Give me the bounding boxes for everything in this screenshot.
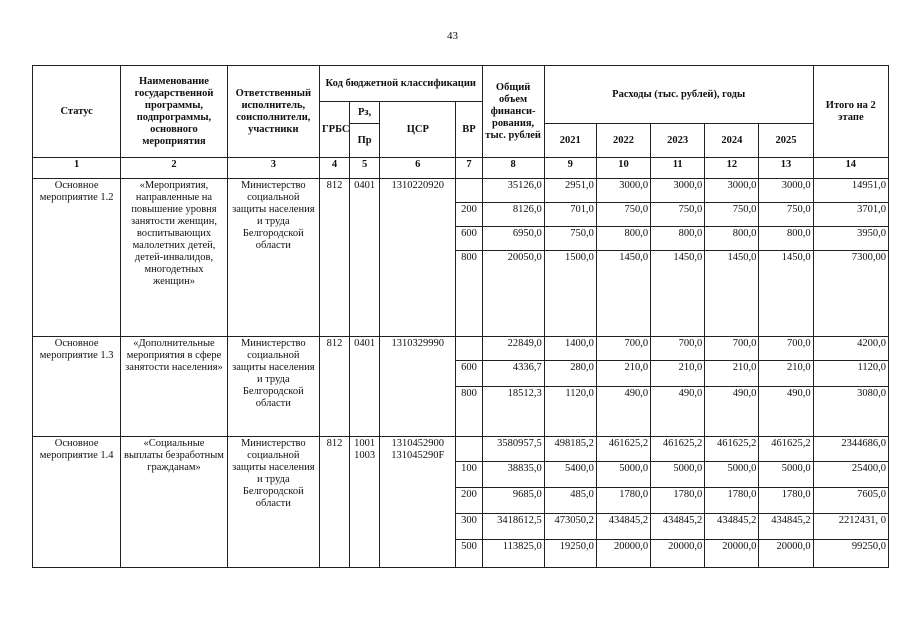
row-year-value: 3000,0 bbox=[651, 179, 705, 203]
row-executor: Министерство социальной защиты населения и труда Белгородской области bbox=[227, 337, 319, 437]
row-status: Основное мероприятие 1.4 bbox=[33, 437, 121, 568]
column-number: 9 bbox=[544, 158, 596, 179]
column-number: 11 bbox=[651, 158, 705, 179]
row-year-value: 490,0 bbox=[759, 387, 813, 437]
row-vr bbox=[456, 179, 482, 203]
row-year-value: 461625,2 bbox=[651, 437, 705, 462]
column-number-row bbox=[33, 158, 889, 179]
row-year-value: 461625,2 bbox=[705, 437, 759, 462]
column-number: 5 bbox=[350, 158, 380, 179]
row-year-value: 700,0 bbox=[596, 337, 650, 361]
row-vr: 600 bbox=[456, 227, 482, 251]
row-year-value: 1780,0 bbox=[759, 488, 813, 514]
row-total: 9685,0 bbox=[482, 488, 544, 514]
header-executor: Ответственный исполнитель, соисполнители, участники bbox=[227, 66, 319, 158]
row-year-value: 473050,2 bbox=[544, 514, 596, 540]
row-csr: 1310220920 bbox=[380, 179, 456, 337]
row-stage-total: 3701,0 bbox=[813, 203, 888, 227]
header-year-2023: 2023 bbox=[651, 124, 705, 158]
row-year-value: 434845,2 bbox=[759, 514, 813, 540]
row-year-value: 750,0 bbox=[544, 227, 596, 251]
row-vr: 100 bbox=[456, 462, 482, 488]
row-program-name: «Мероприятия, направленные на повышение уровня занятости женщин, воспитывающих малолетних детей, детей-инвалидов, многодетных женщин» bbox=[121, 179, 227, 337]
row-total: 113825,0 bbox=[482, 540, 544, 568]
row-year-value: 700,0 bbox=[705, 337, 759, 361]
row-year-value: 5000,0 bbox=[596, 462, 650, 488]
row-total: 35126,0 bbox=[482, 179, 544, 203]
header-budget-code: Код бюджетной классификации bbox=[319, 66, 482, 102]
header-year-2024: 2024 bbox=[705, 124, 759, 158]
row-year-value: 750,0 bbox=[596, 203, 650, 227]
row-stage-total: 2212431, 0 bbox=[813, 514, 888, 540]
column-number: 6 bbox=[380, 158, 456, 179]
row-year-value: 750,0 bbox=[651, 203, 705, 227]
row-stage-total: 2344686,0 bbox=[813, 437, 888, 462]
page-number: 43 bbox=[447, 30, 458, 42]
row-year-value: 800,0 bbox=[651, 227, 705, 251]
row-year-value: 19250,0 bbox=[544, 540, 596, 568]
row-total: 20050,0 bbox=[482, 251, 544, 337]
row-year-value: 498185,2 bbox=[544, 437, 596, 462]
row-total: 18512,3 bbox=[482, 387, 544, 437]
row-year-value: 5000,0 bbox=[705, 462, 759, 488]
row-stage-total: 14951,0 bbox=[813, 179, 888, 203]
row-stage-total: 3080,0 bbox=[813, 387, 888, 437]
column-number: 10 bbox=[596, 158, 650, 179]
row-year-value: 20000,0 bbox=[651, 540, 705, 568]
row-year-value: 800,0 bbox=[759, 227, 813, 251]
column-number: 3 bbox=[227, 158, 319, 179]
row-year-value: 1450,0 bbox=[705, 251, 759, 337]
row-executor: Министерство социальной защиты населения и труда Белгородской области bbox=[227, 179, 319, 337]
row-year-value: 5000,0 bbox=[651, 462, 705, 488]
row-stage-total: 4200,0 bbox=[813, 337, 888, 361]
column-number: 14 bbox=[813, 158, 888, 179]
header-stage-total: Итого на 2 этапе bbox=[813, 66, 888, 158]
header-status: Статус bbox=[33, 66, 121, 158]
row-year-value: 434845,2 bbox=[705, 514, 759, 540]
row-year-value: 1780,0 bbox=[705, 488, 759, 514]
row-vr: 200 bbox=[456, 488, 482, 514]
column-number: 13 bbox=[759, 158, 813, 179]
header-year-2022: 2022 bbox=[596, 124, 650, 158]
row-year-value: 700,0 bbox=[651, 337, 705, 361]
row-rzpr: 1001 1003 bbox=[350, 437, 380, 568]
row-year-value: 490,0 bbox=[596, 387, 650, 437]
row-csr: 1310452900 131045290F bbox=[380, 437, 456, 568]
row-year-value: 210,0 bbox=[651, 361, 705, 387]
row-total: 3418612,5 bbox=[482, 514, 544, 540]
row-year-value: 461625,2 bbox=[596, 437, 650, 462]
row-grbs: 812 bbox=[319, 179, 349, 337]
row-vr bbox=[456, 437, 482, 462]
row-total: 3580957,5 bbox=[482, 437, 544, 462]
column-number: 7 bbox=[456, 158, 482, 179]
row-year-value: 1780,0 bbox=[651, 488, 705, 514]
column-number: 2 bbox=[121, 158, 227, 179]
row-year-value: 490,0 bbox=[651, 387, 705, 437]
row-status: Основное мероприятие 1.2 bbox=[33, 179, 121, 337]
row-vr: 300 bbox=[456, 514, 482, 540]
row-vr: 600 bbox=[456, 361, 482, 387]
row-year-value: 2951,0 bbox=[544, 179, 596, 203]
row-year-value: 1500,0 bbox=[544, 251, 596, 337]
row-year-value: 3000,0 bbox=[705, 179, 759, 203]
row-year-value: 1450,0 bbox=[651, 251, 705, 337]
row-year-value: 20000,0 bbox=[596, 540, 650, 568]
row-stage-total: 25400,0 bbox=[813, 462, 888, 488]
row-stage-total: 7605,0 bbox=[813, 488, 888, 514]
row-year-value: 461625,2 bbox=[759, 437, 813, 462]
row-rzpr: 0401 bbox=[350, 179, 380, 337]
header-csr: ЦСР bbox=[380, 102, 456, 158]
row-grbs: 812 bbox=[319, 337, 349, 437]
row-year-value: 485,0 bbox=[544, 488, 596, 514]
row-year-value: 1780,0 bbox=[596, 488, 650, 514]
column-number: 12 bbox=[705, 158, 759, 179]
row-year-value: 210,0 bbox=[705, 361, 759, 387]
row-total: 38835,0 bbox=[482, 462, 544, 488]
column-number: 8 bbox=[482, 158, 544, 179]
row-year-value: 3000,0 bbox=[596, 179, 650, 203]
header-total: Общий объем финанси-рования, тыс. рублей bbox=[482, 66, 544, 158]
row-stage-total: 7300,00 bbox=[813, 251, 888, 337]
row-year-value: 3000,0 bbox=[759, 179, 813, 203]
header-pr: Пр bbox=[350, 124, 380, 158]
row-year-value: 210,0 bbox=[759, 361, 813, 387]
row-status: Основное мероприятие 1.3 bbox=[33, 337, 121, 437]
row-year-value: 280,0 bbox=[544, 361, 596, 387]
row-year-value: 1120,0 bbox=[544, 387, 596, 437]
header-vr: ВР bbox=[456, 102, 482, 158]
column-number: 1 bbox=[33, 158, 121, 179]
row-year-value: 434845,2 bbox=[651, 514, 705, 540]
header-rz: Рз, bbox=[350, 102, 380, 124]
row-vr: 200 bbox=[456, 203, 482, 227]
row-year-value: 701,0 bbox=[544, 203, 596, 227]
row-year-value: 700,0 bbox=[759, 337, 813, 361]
row-year-value: 800,0 bbox=[705, 227, 759, 251]
row-year-value: 750,0 bbox=[705, 203, 759, 227]
row-vr: 800 bbox=[456, 251, 482, 337]
row-year-value: 210,0 bbox=[596, 361, 650, 387]
row-year-value: 490,0 bbox=[705, 387, 759, 437]
row-stage-total: 1120,0 bbox=[813, 361, 888, 387]
header-expenses: Расходы (тыс. рублей), годы bbox=[544, 66, 813, 124]
row-year-value: 800,0 bbox=[596, 227, 650, 251]
row-year-value: 1400,0 bbox=[544, 337, 596, 361]
row-year-value: 1450,0 bbox=[759, 251, 813, 337]
row-executor: Министерство социальной защиты населения и труда Белгородской области bbox=[227, 437, 319, 568]
row-year-value: 1450,0 bbox=[596, 251, 650, 337]
row-stage-total: 99250,0 bbox=[813, 540, 888, 568]
row-grbs: 812 bbox=[319, 437, 349, 568]
row-year-value: 5400,0 bbox=[544, 462, 596, 488]
budget-table bbox=[32, 65, 889, 568]
header-grbs: ГРБС bbox=[319, 102, 349, 158]
row-total: 22849,0 bbox=[482, 337, 544, 361]
table-row bbox=[33, 179, 889, 203]
row-year-value: 750,0 bbox=[759, 203, 813, 227]
header-year-2025: 2025 bbox=[759, 124, 813, 158]
row-total: 8126,0 bbox=[482, 203, 544, 227]
row-total: 4336,7 bbox=[482, 361, 544, 387]
row-stage-total: 3950,0 bbox=[813, 227, 888, 251]
row-year-value: 20000,0 bbox=[759, 540, 813, 568]
row-rzpr: 0401 bbox=[350, 337, 380, 437]
column-number: 4 bbox=[319, 158, 349, 179]
header-program: Наименование государственной программы, подпрограммы, основного мероприятия bbox=[121, 66, 227, 158]
table-body bbox=[33, 179, 889, 568]
row-year-value: 434845,2 bbox=[596, 514, 650, 540]
row-vr: 500 bbox=[456, 540, 482, 568]
table-row bbox=[33, 337, 889, 361]
row-vr bbox=[456, 337, 482, 361]
row-total: 6950,0 bbox=[482, 227, 544, 251]
row-year-value: 20000,0 bbox=[705, 540, 759, 568]
row-program-name: «Социальные выплаты безработным гражданам» bbox=[121, 437, 227, 568]
row-year-value: 5000,0 bbox=[759, 462, 813, 488]
row-program-name: «Дополнительные мероприятия в сфере занятости населения» bbox=[121, 337, 227, 437]
table-row bbox=[33, 437, 889, 462]
row-vr: 800 bbox=[456, 387, 482, 437]
row-csr: 1310329990 bbox=[380, 337, 456, 437]
header-year-2021: 2021 bbox=[544, 124, 596, 158]
